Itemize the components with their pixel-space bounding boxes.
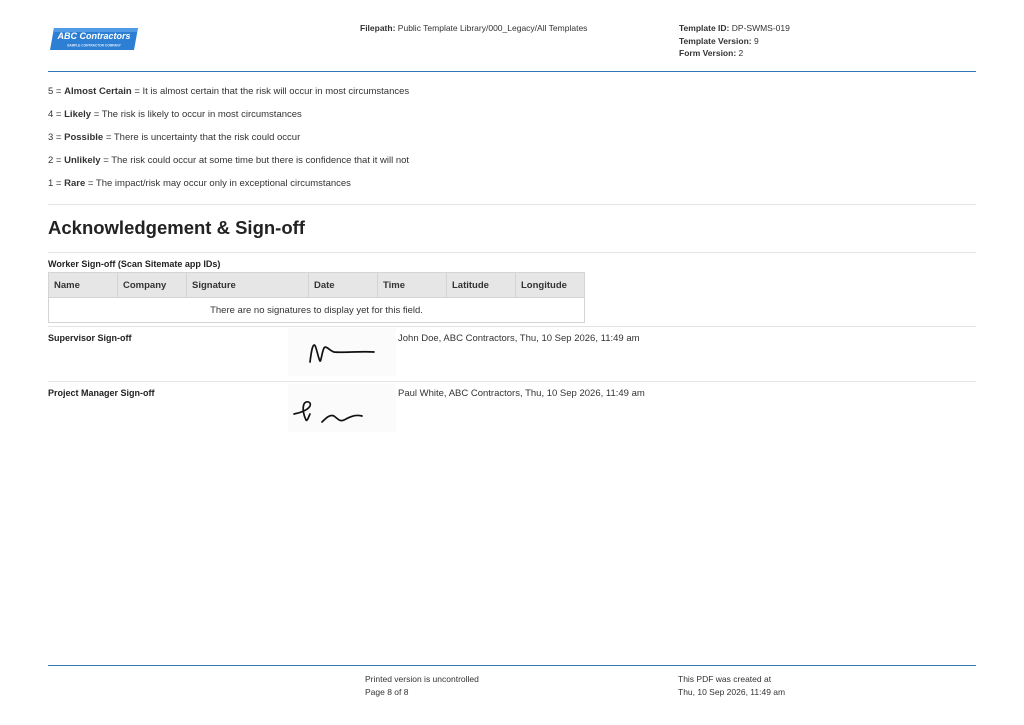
logo-subtext: SAMPLE CONTRACTOR COMPANY: [67, 43, 121, 48]
column-header-time: Time: [378, 273, 447, 298]
logo-text: ABC Contractors: [57, 31, 131, 41]
likelihood-description: = It is almost certain that the risk will occur in most circumstances: [134, 86, 410, 97]
footer-divider: [48, 665, 976, 666]
likelihood-number: 3 =: [48, 132, 62, 143]
filepath-value: Public Template Library/000_Legacy/All Templates: [397, 23, 588, 33]
section-divider: [48, 326, 976, 327]
likelihood-description: = The impact/risk may occur only in exceptional circumstances: [87, 178, 351, 189]
table-row: [49, 298, 585, 323]
section-divider: [48, 381, 976, 382]
likelihood-term: Likely: [64, 109, 92, 120]
likelihood-description: = There is uncertainty that the risk could occur: [105, 132, 301, 143]
form-version-value: 2: [738, 48, 744, 58]
likelihood-item: [48, 155, 409, 166]
column-header-signature: Signature: [187, 273, 309, 298]
footer-right: [678, 673, 785, 698]
worker-signoff-title: Worker Sign-off (Scan Sitemate app IDs): [48, 259, 221, 269]
section-title: Acknowledgement & Sign-off: [48, 217, 305, 238]
form-version-label: Form Version:: [679, 48, 737, 58]
likelihood-term: Possible: [64, 132, 104, 143]
likelihood-item: [48, 132, 300, 143]
filepath-label: Filepath:: [360, 23, 396, 33]
template-id-value: DP-SWMS-019: [731, 23, 790, 33]
filepath: [360, 22, 587, 35]
page-number: Page 8 of 8: [365, 686, 409, 697]
section-divider: [48, 252, 976, 253]
column-header-name: Name: [49, 273, 118, 298]
likelihood-number: 2 =: [48, 155, 62, 166]
header-divider: [48, 71, 976, 72]
template-version-value: 9: [753, 35, 759, 46]
likelihood-number: 5 =: [48, 86, 62, 97]
supervisor-signature: [288, 328, 396, 376]
project-manager-signoff-label: Project Manager Sign-off: [48, 388, 155, 398]
likelihood-term: Rare: [64, 178, 86, 189]
supervisor-signoff-label: Supervisor Sign-off: [48, 333, 132, 343]
template-id-label: Template ID:: [679, 23, 730, 33]
template-version-label: Template Version:: [679, 35, 752, 46]
likelihood-item: [48, 178, 351, 189]
company-logo: [48, 26, 140, 52]
likelihood-description: = The risk is likely to occur in most circumstances: [93, 109, 302, 120]
likelihood-item: [48, 109, 302, 120]
likelihood-item: [48, 86, 409, 97]
created-label: This PDF was created at: [678, 674, 772, 684]
footer-center: [365, 673, 479, 698]
likelihood-number: 1 =: [48, 178, 62, 189]
uncontrolled-notice: Printed version is uncontrolled: [365, 674, 479, 684]
supervisor-signoff-details: John Doe, ABC Contractors, Thu, 10 Sep 2026, 11:49 am: [398, 333, 640, 344]
likelihood-description: = The risk could occur at some time but there is confidence that it will not: [103, 155, 410, 166]
likelihood-number: 4 =: [48, 109, 62, 120]
empty-table-message: There are no signatures to display yet for this field.: [49, 298, 585, 323]
section-divider: [48, 204, 976, 205]
project-manager-signoff-details: Paul White, ABC Contractors, Thu, 10 Sep 2026, 11:49 am: [398, 388, 645, 399]
table-header-row: [49, 273, 585, 298]
column-header-latitude: Latitude: [447, 273, 516, 298]
project-manager-signature: [288, 384, 396, 432]
template-id: [679, 22, 790, 35]
likelihood-term: Unlikely: [64, 155, 101, 166]
column-header-company: Company: [118, 273, 187, 298]
template-info: [679, 22, 790, 60]
likelihood-term: Almost Certain: [64, 86, 132, 97]
created-timestamp: Thu, 10 Sep 2026, 11:49 am: [678, 686, 786, 697]
form-version: [679, 47, 790, 60]
worker-signoff-table: [48, 272, 585, 323]
column-header-date: Date: [309, 273, 378, 298]
column-header-longitude: Longitude: [516, 273, 585, 298]
template-version: [679, 35, 790, 48]
